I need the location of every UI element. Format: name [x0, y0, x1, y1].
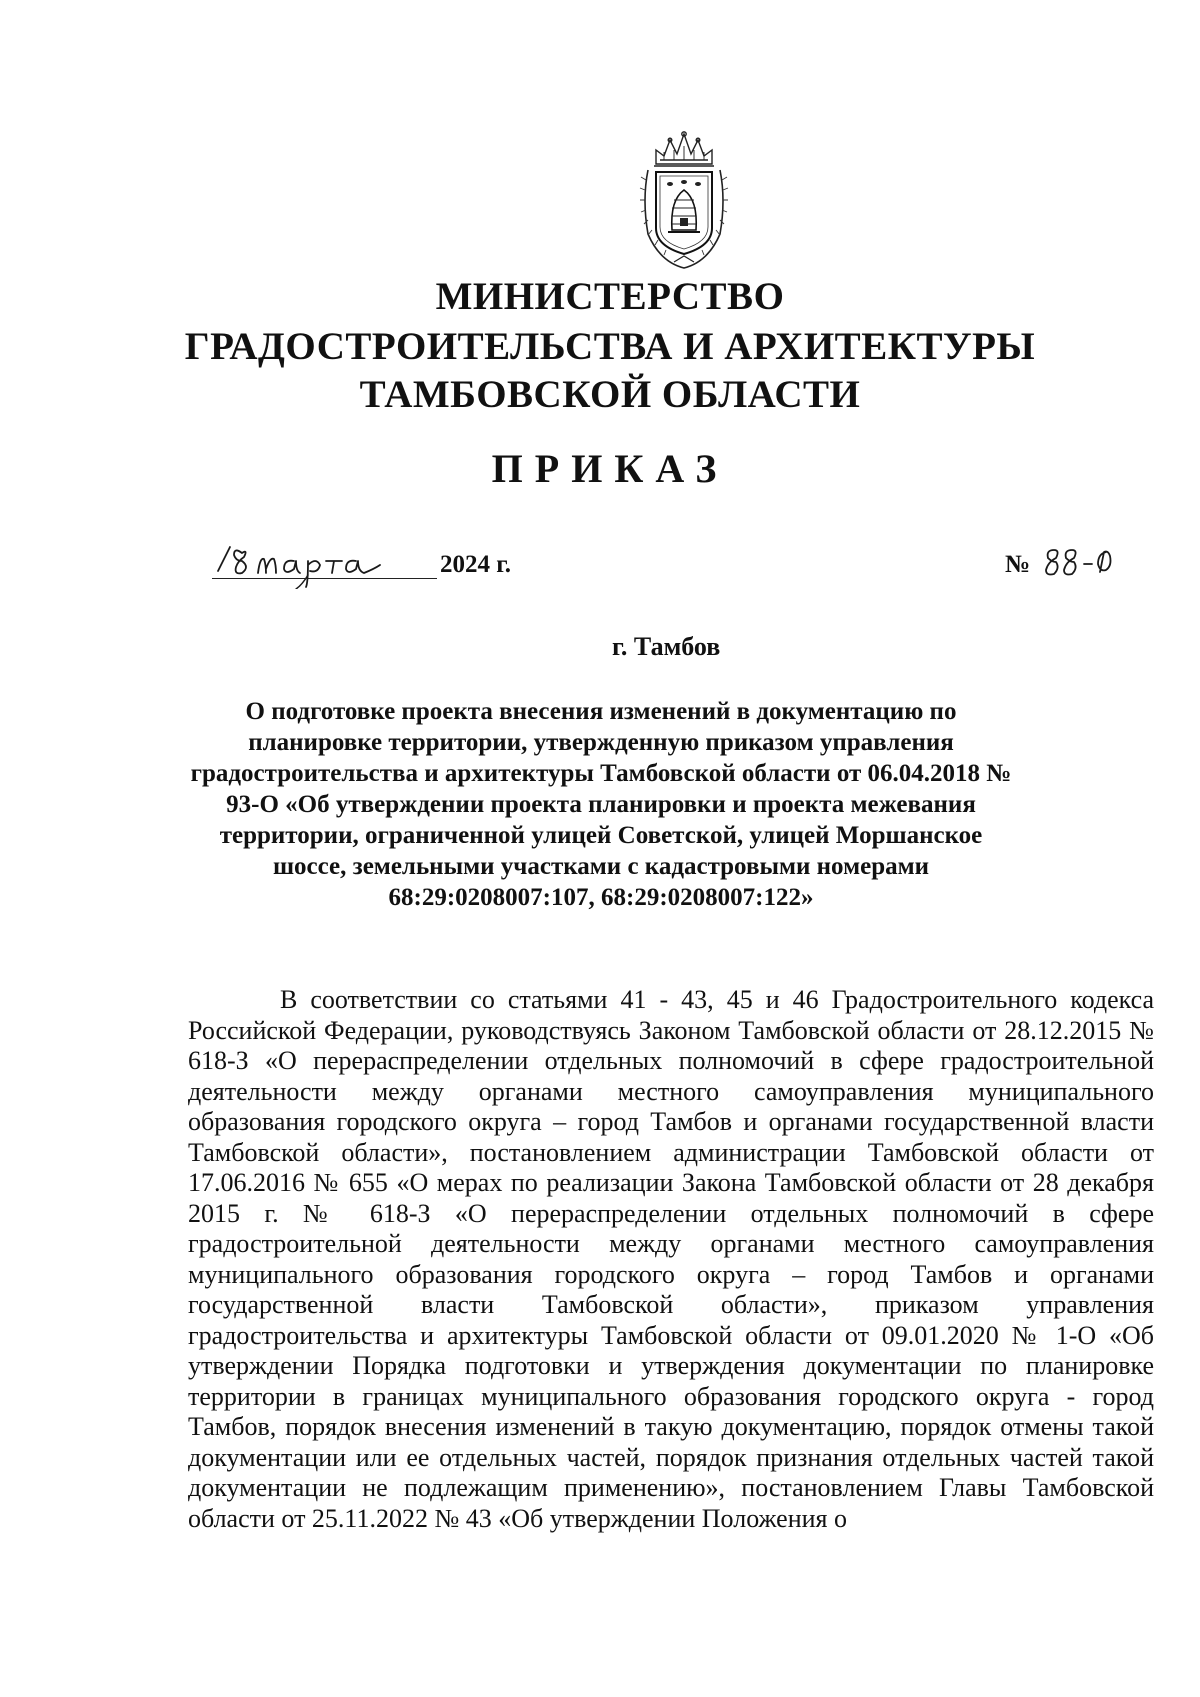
document-body: В соответствии со статьями 41 - 43, 45 и 46 Градостроительного кодекса Российской Федерации, руководствуясь Законом Тамбовской области от 28.12.2015 № 618-З «О перераспределении отдельных полномочий в сфере градостроительной деятельности между органами местного самоуправления муниципального образования городского округа – город Тамбов и органами государственной власти Тамбовской области», постановлением администрации Тамбовской области от 17.06.2016 № 655 «О мерах по реализации Закона Тамбовской области от 28 декабря 2015 г. № 618-З «О перераспределении отдельных полномочий в сфере градостроительной деятельности между органами местного самоуправления муниципального образования городского округа – город Тамбов и органами государственной власти Тамбовской области», приказом управления градостроительства и архитектуры Тамбовской области от 09.01.2020 № 1-О «Об утверждении Порядка подготовки и утверждения документации по планировке территории в границах муниципального образования городского округа - город Тамбов, порядок внесения изменений в такую документацию, порядок отмены такой документации или ее отдельных частей, порядок признания отдельных частей такой документации не подлежащим применению», постановлением Главы Тамбовской области от 25.11.2022 № 43 «Об утверждении Положения о — [188, 985, 1154, 1533]
ministry-name-line-1: МИНИСТЕРСТВО — [435, 275, 785, 318]
tambov-coat-of-arms-icon — [634, 130, 734, 270]
ministry-name-line-3: ТАМБОВСКОЙ ОБЛАСТИ — [359, 373, 861, 416]
number-label: № — [1005, 551, 1031, 578]
date-year: 2024 г. — [440, 551, 512, 578]
document-city: г. Тамбов — [612, 632, 721, 661]
ministry-name-line-2: ГРАДОСТРОИТЕЛЬСТВА И АРХИТЕКТУРЫ — [184, 325, 1036, 368]
document-type-heading: ПРИКАЗ — [491, 446, 729, 491]
document-title: О подготовке проекта внесения изменений в документацию по планировке территории, утвержденную приказом управления градостроительства и архитектуры Тамбовской области от 06.04.2018 № 93-О «Об утверждении проекта планировки и проекта межевания территории, ограниченной улицей Советской, улицей Моршанское шоссе, земельными участками с кадастровыми номерами 68:29:0208007:107, 68:29:0208007:122» — [190, 698, 1012, 911]
